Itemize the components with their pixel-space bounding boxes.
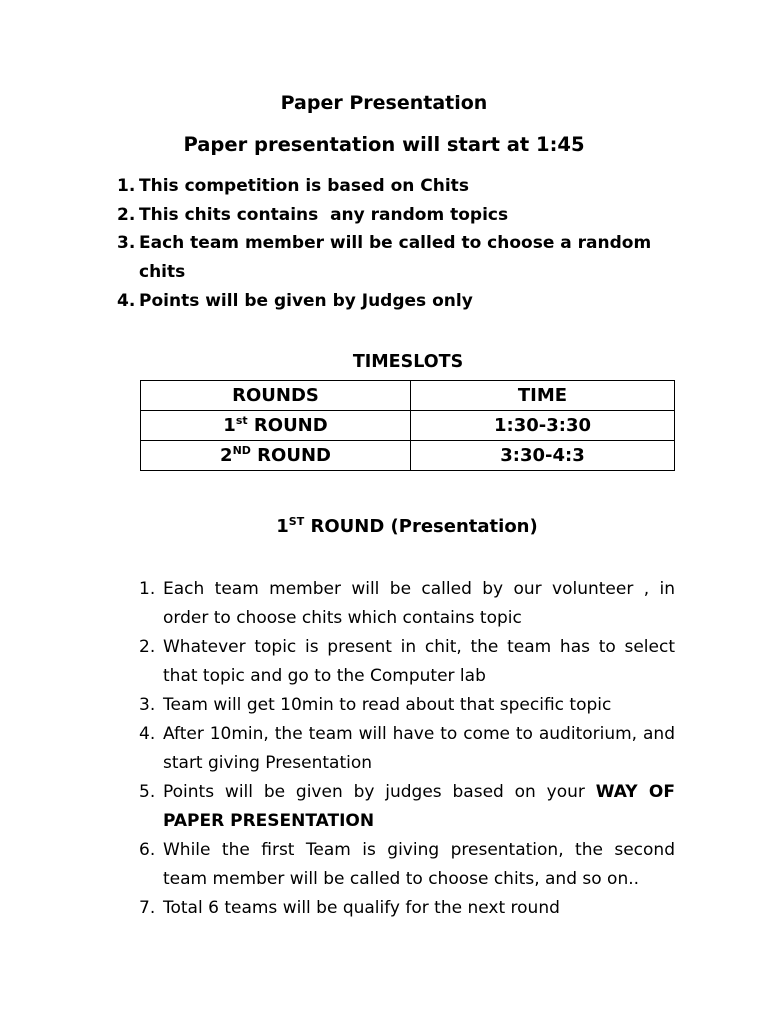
- list-item: [139, 691, 675, 720]
- document-title: Paper Presentation: [280, 92, 488, 114]
- competition-rules-list: [117, 172, 677, 316]
- list-item: [139, 720, 675, 778]
- list-item-text: Points will be given by Judges only: [139, 290, 473, 311]
- list-number: 1.: [139, 579, 156, 599]
- time-cell: 3:30-4:3: [411, 441, 675, 471]
- table-row: [141, 411, 675, 441]
- list-item-text: Whatever topic is present in chit, the team has to select that topic and go to the Computer lab: [163, 637, 675, 686]
- time-cell: 1:30-3:30: [411, 411, 675, 441]
- round1-instructions-list: [139, 575, 675, 923]
- list-item-text: Points will be given by judges based on your: [163, 782, 596, 802]
- round-label: ROUND: [250, 445, 331, 466]
- list-number: 5.: [139, 782, 156, 802]
- list-number: 6.: [139, 840, 156, 860]
- timeslots-heading: TIMESLOTS: [352, 352, 464, 372]
- round-cell: [141, 441, 411, 471]
- list-item: [117, 201, 677, 230]
- round1-heading: [0, 515, 768, 539]
- list-item: [139, 575, 675, 633]
- list-item-text: Each team member will be called to choose a random chits: [139, 233, 652, 283]
- list-item-text: After 10min, the team will have to come to auditorium, and start giving Presentation: [163, 724, 675, 773]
- round1-heading-ordinal: ST: [288, 515, 305, 528]
- list-item-text: This competition is based on Chits: [139, 176, 469, 196]
- list-item-text: Team will get 10min to read about that specific topic: [163, 695, 612, 715]
- list-number: 2.: [139, 637, 156, 657]
- list-item-text: This chits contains any random topics: [139, 204, 509, 225]
- list-number: 3.: [139, 695, 156, 715]
- list-item: [117, 229, 677, 286]
- time-column-header: TIME: [411, 381, 675, 411]
- list-item-text: Total 6 teams will be qualify for the next round: [163, 898, 560, 918]
- list-number: 7.: [139, 898, 156, 918]
- round1-heading-number: 1: [276, 516, 289, 537]
- list-item: [139, 894, 675, 923]
- list-number: 2.: [117, 204, 136, 225]
- list-number: 4.: [139, 724, 156, 744]
- list-number: 1.: [117, 176, 136, 196]
- rounds-column-header: ROUNDS: [141, 381, 411, 411]
- round-cell: [141, 411, 411, 441]
- emphasis-text: WAY OF PAPER PRESENTATION: [163, 782, 675, 831]
- timeslots-table: [140, 380, 675, 471]
- round-ordinal-suffix: ND: [232, 444, 251, 457]
- start-time-heading: Paper presentation will start at 1:45: [183, 133, 585, 156]
- round-number: 2: [220, 445, 233, 466]
- table-header-row: [141, 381, 675, 411]
- list-item: [117, 172, 677, 201]
- round-ordinal-suffix: st: [235, 414, 248, 427]
- list-item: [139, 633, 675, 691]
- list-item-text: While the first Team is giving presentation, the second team member will be called to choose chits, and so on..: [163, 840, 675, 889]
- list-item: [117, 287, 677, 316]
- round-label: ROUND: [247, 415, 328, 436]
- round1-heading-text: ROUND (Presentation): [304, 516, 538, 537]
- list-item: [139, 778, 675, 836]
- list-item-text: Each team member will be called by our volunteer , in order to choose chits which contains topic: [163, 579, 675, 628]
- list-number: 3.: [117, 233, 136, 254]
- round-number: 1: [223, 415, 236, 436]
- list-item: [139, 836, 675, 894]
- list-number: 4.: [117, 290, 136, 311]
- table-row: [141, 441, 675, 471]
